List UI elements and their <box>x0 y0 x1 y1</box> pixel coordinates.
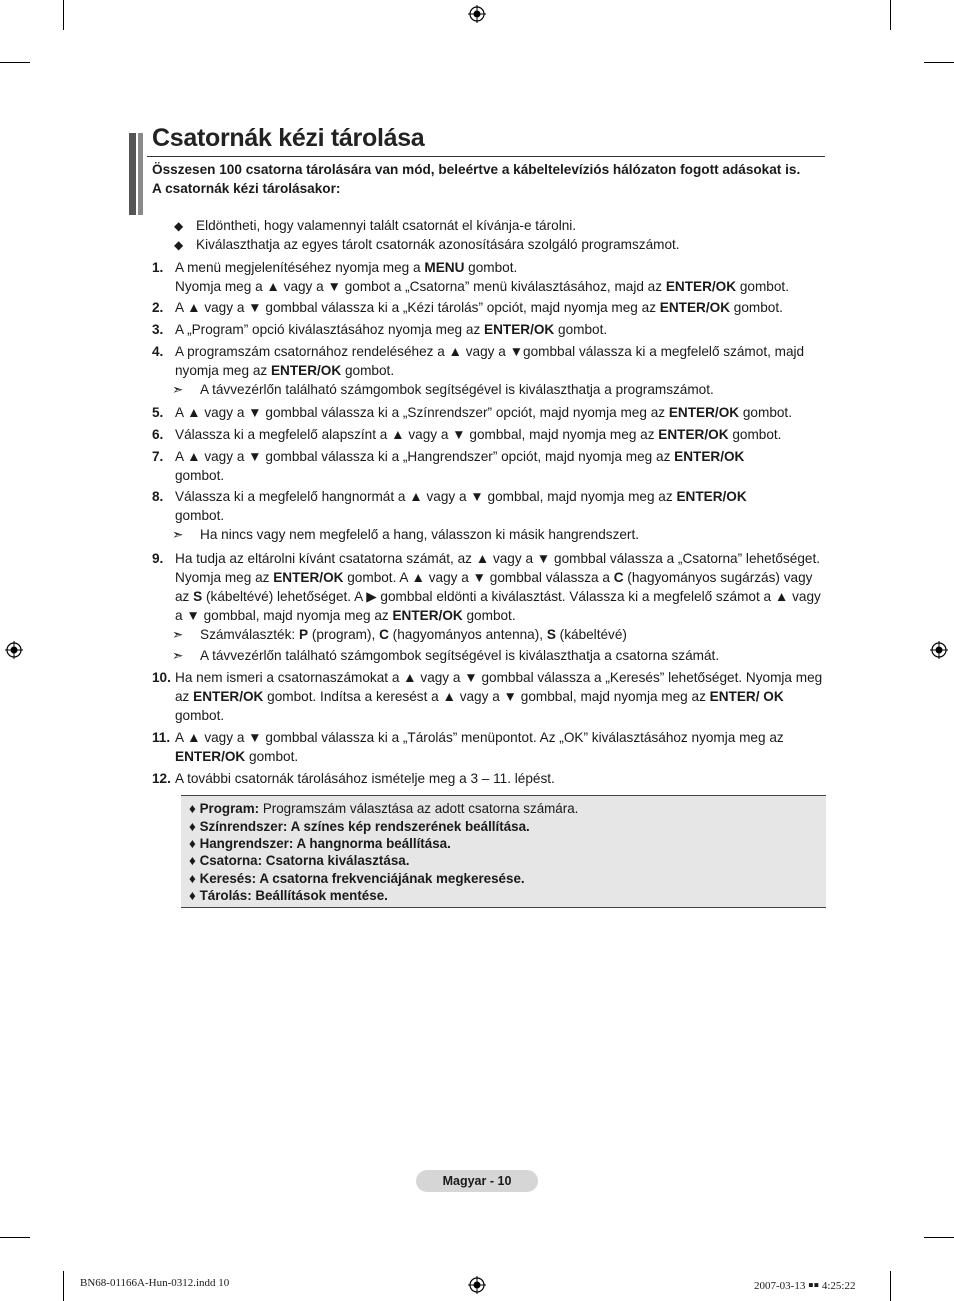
step-text: A menü megjelenítéséhez nyomja meg a MENU gombot. Nyomja meg a ▲ vagy a ▼ gombot a „Csatorna” menü kiválasztásához, majd az ENTER/OK gombot. <box>175 260 789 294</box>
step-text: A programszám csatornához rendeléséhez a ▲ vagy a ▼gombbal válassza ki a megfelelő számot, majd nyomja meg az ENTER/OK gombot. <box>175 344 805 378</box>
step-item: 6. Válassza ki a megfelelő alapszínt a ▲ vagy a ▼ gombbal, majd nyomja meg az ENTER/OK gombot. <box>152 425 824 444</box>
crop-mark <box>924 1237 954 1238</box>
crop-mark <box>63 1271 64 1301</box>
diamond-bullet-icon: ◆ <box>174 219 184 233</box>
step-text: A ▲ vagy a ▼ gombbal válassza ki a „Színrendszer” opciót, majd nyomja meg az ENTER/OK gombot. <box>175 405 792 420</box>
bullet-item: ◆ Eldöntheti, hogy valamennyi talált csatornát el kívánja-e tárolni. <box>174 218 577 233</box>
intro <box>152 161 822 198</box>
summary-item: ♦ Program: Programszám választása az adott csatorna számára. <box>189 801 579 816</box>
crop-mark <box>890 0 891 30</box>
diamond-bullet-icon: ◆ <box>174 238 184 252</box>
step-item: 7. A ▲ vagy a ▼ gombbal válassza ki a „Hangrendszer” opciót, majd nyomja meg az ENTER/OK gombot. <box>152 447 824 485</box>
registration-mark-icon <box>930 641 948 659</box>
crop-mark <box>0 62 30 63</box>
file-slug: BN68-01166A-Hun-0312.indd 10 <box>80 1277 230 1289</box>
intro-text: Összesen 100 csatorna tárolására van mód, beleértve a kábeltelevíziós hálózaton fogott adásokat is. <box>152 162 801 177</box>
crop-mark <box>924 62 954 63</box>
step-item: 1. A menü megjelenítéséhez nyomja meg a MENU gombot. Nyomja meg a ▲ vagy a ▼ gombot a „Csatorna” menü kiválasztásához, majd az ENTER/OK gombot. <box>152 258 824 296</box>
title-rule <box>147 156 825 157</box>
arrow-note-icon: ➣ <box>172 627 184 642</box>
step-item: 2. A ▲ vagy a ▼ gombbal válassza ki a „Kézi tárolás” opciót, majd nyomja meg az ENTER/OK gombot. <box>152 298 824 317</box>
note: ➣ Számválaszték: P (program), C (hagyományos antenna), S (kábeltévé) <box>172 627 627 642</box>
title-accent-bar <box>129 133 136 215</box>
step-text: A „Program” opció kiválasztásához nyomja meg az ENTER/OK gombot. <box>175 322 608 337</box>
crop-mark <box>0 1237 30 1238</box>
step-text: Ha tudja az eltárolni kívánt csatatorna számát, az ▲ vagy a ▼ gombbal válassza a „Csatorna” lehetőséget. Nyomja meg az ENTER/OK gombot. A ▲ vagy a ▼ gombbal válassza a C (hagyományos sugárzás) vagy az S (kábeltévé) lehetőséget. A ▶ gombbal eldönti a kiválasztást. Válassza ki a megfelelő számot a ▲ vagy a ▼ gombbal, majd nyomja meg az ENTER/OK gombot. <box>175 551 821 623</box>
summary-item: ♦ Színrendszer: A színes kép rendszerének beállítása. <box>189 819 530 834</box>
page-number-label: Magyar - 10 <box>416 1170 538 1192</box>
title-accent-bar <box>138 133 143 215</box>
intro-subheading: A csatornák kézi tárolásakor: <box>152 180 341 196</box>
step-text: A ▲ vagy a ▼ gombbal válassza ki a „Tárolás” menüpontot. Az „OK” kiválasztásához nyomja meg az ENTER/OK gombot. <box>175 730 784 764</box>
step-item: 8. Válassza ki a megfelelő hangnormát a ▲ vagy a ▼ gombbal, majd nyomja meg az ENTER/OK gombot. <box>152 487 824 525</box>
summary-item: ♦ Tárolás: Beállítások mentése. <box>189 888 388 903</box>
note: ➣ A távvezérlőn található számgombok segítségével is kiválaszthatja a csatorna számát. <box>172 648 720 663</box>
registration-mark-icon <box>5 641 23 659</box>
summary-box <box>181 795 826 908</box>
step-item: 4. A programszám csatornához rendeléséhez a ▲ vagy a ▼gombbal válassza ki a megfelelő számot, majd nyomja meg az ENTER/OK gombot. <box>152 342 824 380</box>
step-text: A ▲ vagy a ▼ gombbal válassza ki a „Kézi tárolás” opciót, majd nyomja meg az ENTER/OK gombot. <box>175 300 783 315</box>
arrow-note-icon: ➣ <box>172 648 184 663</box>
note: ➣ Ha nincs vagy nem megfelelő a hang, válasszon ki másik hangrendszert. <box>172 527 640 542</box>
step-item: 10. Ha nem ismeri a csatornaszámokat a ▲ vagy a ▼ gombbal válassza a „Keresés” lehetőséget. Nyomja meg az ENTER/OK gombot. Indítsa a keresést a ▲ vagy a ▼ gombbal, majd nyomja meg az ENTER/ OK gombot. <box>152 670 823 723</box>
bullet-item: ◆ Kiválaszthatja az egyes tárolt csatornák azonosítására szolgáló programszámot. <box>174 237 680 252</box>
step-text: Ha nem ismeri a csatornaszámokat a ▲ vagy a ▼ gombbal válassza a „Keresés” lehetőséget. Nyomja meg az ENTER/OK gombot. Indítsa a keresést a ▲ vagy a ▼ gombbal, majd nyomja meg az ENTER/ OK gombot. <box>175 670 823 723</box>
step-text: Válassza ki a megfelelő hangnormát a ▲ vagy a ▼ gombbal, majd nyomja meg az ENTER/OK gombot. <box>175 489 747 523</box>
crop-mark <box>890 1271 891 1301</box>
step-item: 9. Ha tudja az eltárolni kívánt csatatorna számát, az ▲ vagy a ▼ gombbal válassza a „Csatorna” lehetőséget. Nyomja meg az ENTER/OK gombot. A ▲ vagy a ▼ gombbal válassza a C (hagyományos sugárzás) vagy az S (kábeltévé) lehetőséget. A ▶ gombbal eldönti a kiválasztást. Válassza ki a megfelelő számot a ▲ vagy a ▼ gombbal, majd nyomja meg az ENTER/OK gombot. <box>152 549 824 625</box>
note: ➣ A távvezérlőn található számgombok segítségével is kiválaszthatja a programszámot. <box>172 382 714 397</box>
summary-item: ♦ Hangrendszer: A hangnorma beállítása. <box>189 836 451 851</box>
summary-item: ♦ Csatorna: Csatorna kiválasztása. <box>189 853 410 868</box>
registration-mark-icon <box>468 1276 486 1294</box>
date-slug: 2007-03-13 ￭￭ 4:25:22 <box>754 1280 856 1292</box>
step-item: 11. A ▲ vagy a ▼ gombbal válassza ki a „Tárolás” menüpontot. Az „OK” kiválasztásához nyomja meg az ENTER/OK gombot. <box>152 728 824 766</box>
page-title: Csatornák kézi tárolása <box>152 124 425 152</box>
arrow-note-icon: ➣ <box>172 527 184 542</box>
step-text: A további csatornák tárolásához ismételje meg a 3 – 11. lépést. <box>175 771 555 786</box>
arrow-note-icon: ➣ <box>172 382 184 397</box>
summary-item: ♦ Keresés: A csatorna frekvenciájának megkeresése. <box>189 871 525 886</box>
step-text: A ▲ vagy a ▼ gombbal válassza ki a „Hangrendszer” opciót, majd nyomja meg az ENTER/OK gombot. <box>175 449 745 483</box>
step-item: 12. A további csatornák tárolásához ismételje meg a 3 – 11. lépést. <box>152 769 824 788</box>
crop-mark <box>63 0 64 30</box>
step-item: 3. A „Program” opció kiválasztásához nyomja meg az ENTER/OK gombot. <box>152 320 824 339</box>
step-text: Válassza ki a megfelelő alapszínt a ▲ vagy a ▼ gombbal, majd nyomja meg az ENTER/OK gombot. <box>175 427 782 442</box>
step-item: 5. A ▲ vagy a ▼ gombbal válassza ki a „Színrendszer” opciót, majd nyomja meg az ENTER/OK gombot. <box>152 403 824 422</box>
registration-mark-icon <box>468 5 486 23</box>
